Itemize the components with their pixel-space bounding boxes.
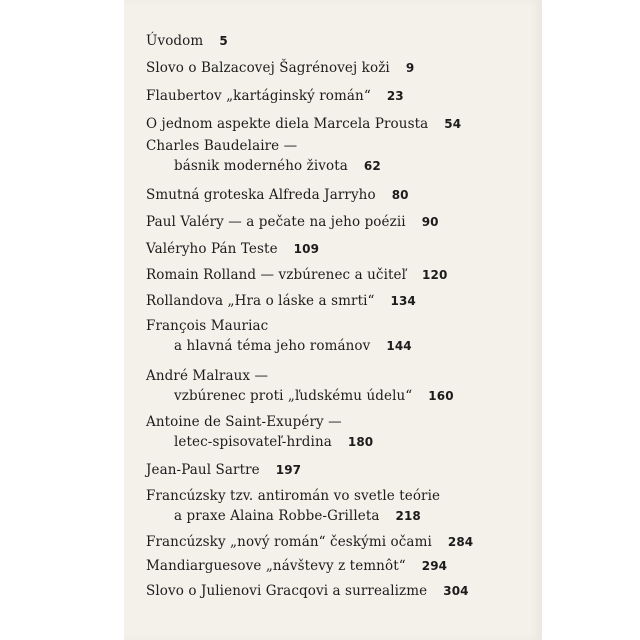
toc-page-number: 109 [293, 242, 320, 256]
toc-title: Francúzsky „nový román“ českými očami [146, 534, 432, 550]
toc-entry [146, 33, 228, 49]
toc-entry [146, 187, 409, 203]
toc-entry [146, 138, 381, 174]
toc-entry [146, 462, 301, 478]
toc-title: Romain Rolland — vzbúrenec a učiteľ [146, 267, 407, 283]
toc-entry [146, 214, 439, 230]
toc-entry [146, 318, 412, 354]
toc-title-continuation: vzbúrenec proti „ľudskému údelu“ [174, 388, 413, 404]
show-through-text [470, 210, 540, 630]
toc-title-continuation: a praxe Alaina Robbe-Grilleta [174, 508, 380, 524]
toc-title: Flaubertov „kartáginský román“ [146, 88, 371, 104]
toc-title: Charles Baudelaire — [146, 138, 298, 154]
toc-entry [146, 60, 414, 76]
toc-page-number: 304 [443, 584, 469, 598]
toc-page-number: 90 [421, 215, 439, 229]
toc-entry [146, 488, 440, 524]
toc-entry [146, 293, 416, 309]
toc-page-number: 218 [395, 509, 421, 523]
toc-title: Slovo o Julienovi Gracqovi a surrealizme [146, 583, 428, 599]
toc-title: O jednom aspekte diela Marcela Prousta [146, 116, 429, 132]
toc-entry [146, 583, 469, 599]
toc-page-number: 80 [391, 188, 409, 202]
toc-title: Smutná groteska Alfreda Jarryho [146, 187, 376, 203]
toc-entry [146, 116, 461, 132]
toc-page-number: 134 [390, 294, 416, 308]
toc-page-number: 160 [428, 389, 454, 403]
toc-entry [146, 368, 454, 404]
toc-title: Rollandova „Hra o láske a smrti“ [146, 293, 375, 309]
toc-page-number: 284 [447, 535, 474, 549]
toc-entry [146, 558, 447, 574]
toc-title: Jean-Paul Sartre [146, 462, 260, 478]
toc-title: Úvodom [146, 33, 204, 49]
toc-title: Valéryho Pán Teste [146, 241, 278, 257]
toc-page-number: 197 [275, 463, 302, 477]
toc-entry [146, 534, 473, 550]
toc-page-number: 294 [421, 559, 448, 573]
toc-title-continuation: a hlavná téma jeho románov [174, 338, 371, 354]
toc-title: Francúzsky tzv. antiromán vo svetle teórie [146, 488, 441, 504]
toc-entry [146, 267, 447, 283]
toc-title: Antoine de Saint-Exupéry — [146, 414, 342, 430]
toc-title-continuation: básnik moderného života [174, 158, 348, 174]
toc-title: Paul Valéry — a pečate na jeho poézii [146, 214, 406, 230]
toc-page-number: 180 [347, 435, 374, 449]
toc-entry [146, 414, 373, 450]
toc-entry [146, 88, 404, 104]
toc-page-number: 9 [405, 61, 415, 75]
toc-page-number: 54 [444, 117, 462, 131]
toc-page-number: 120 [422, 268, 448, 282]
toc-title-continuation: letec-spisovateľ-hrdina [174, 434, 332, 450]
toc-page-number: 23 [386, 89, 404, 103]
toc-entry [146, 241, 319, 257]
toc-page-number: 144 [386, 339, 412, 353]
toc-title: Slovo o Balzacovej Šagrénovej koži [146, 60, 390, 76]
toc-page-number: 5 [219, 34, 228, 48]
toc-page-number: 62 [363, 159, 381, 173]
toc-title: François Mauriac [146, 318, 269, 334]
toc-title: André Malraux — [146, 368, 269, 384]
toc-title: Mandiarguesove „návštevy z temnôt“ [146, 558, 406, 574]
